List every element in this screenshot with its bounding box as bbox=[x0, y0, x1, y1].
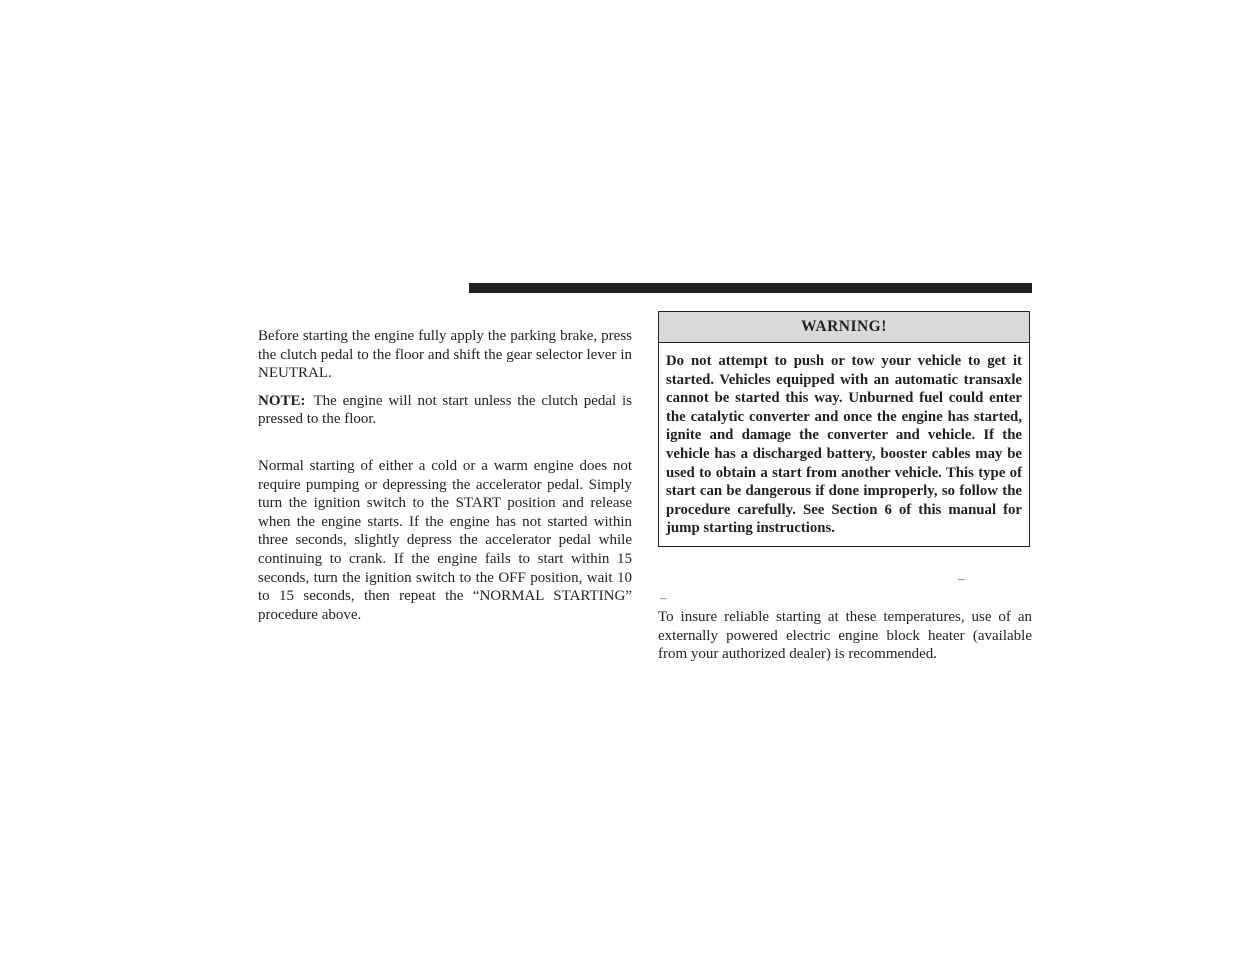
dash-row-2 bbox=[658, 589, 1032, 608]
dash-mark: – bbox=[958, 570, 965, 586]
block-heater-paragraph: To insure reliable starting at these temperatures, use of an externally powered electric engine block heater (available from your authorized dealer) is recommended. bbox=[658, 608, 1032, 663]
right-column bbox=[658, 311, 1032, 664]
left-column bbox=[258, 327, 632, 624]
header-rule bbox=[469, 283, 1032, 293]
note-paragraph bbox=[258, 392, 632, 429]
warning-body: Do not attempt to push or tow your vehicle to get it started. Vehicles equipped with an automatic transaxle cannot be started this way. Unburned fuel could enter the catalytic converter and once the engine has started, ignite and damage the converter and vehicle. If the vehicle has a discharged battery, booster cables may be used to obtain a start from another vehicle. This type of start can be dangerous if done improperly, so follow the procedure carefully. See Section 6 of this manual for jump starting instructions. bbox=[666, 353, 1022, 537]
note-text: The engine will not start unless the clutch pedal is pressed to the floor. bbox=[258, 392, 632, 428]
warning-box bbox=[658, 311, 1030, 547]
dash-mark: – bbox=[660, 589, 667, 605]
dash-row-1 bbox=[658, 570, 1032, 589]
warning-title: WARNING! bbox=[659, 312, 1029, 343]
note-label: NOTE: bbox=[258, 392, 306, 409]
clutch-start-paragraph: Before starting the engine fully apply the parking brake, press the clutch pedal to the floor and shift the gear selector lever in NEUTRAL. bbox=[258, 328, 632, 382]
normal-starting-paragraph: Normal starting of either a cold or a warm engine does not require pumping or depressing the accelerator pedal. Simply turn the ignition switch to the START position and release when the engine starts. If the engine has not started within three seconds, slightly depress the accelerator pedal while continuing to crank. If the engine fails to start within 15 seconds, turn the ignition switch to the OFF position, wait 10 to 15 seconds, then repeat the “NORMAL STARTING” procedure above. bbox=[258, 457, 632, 623]
